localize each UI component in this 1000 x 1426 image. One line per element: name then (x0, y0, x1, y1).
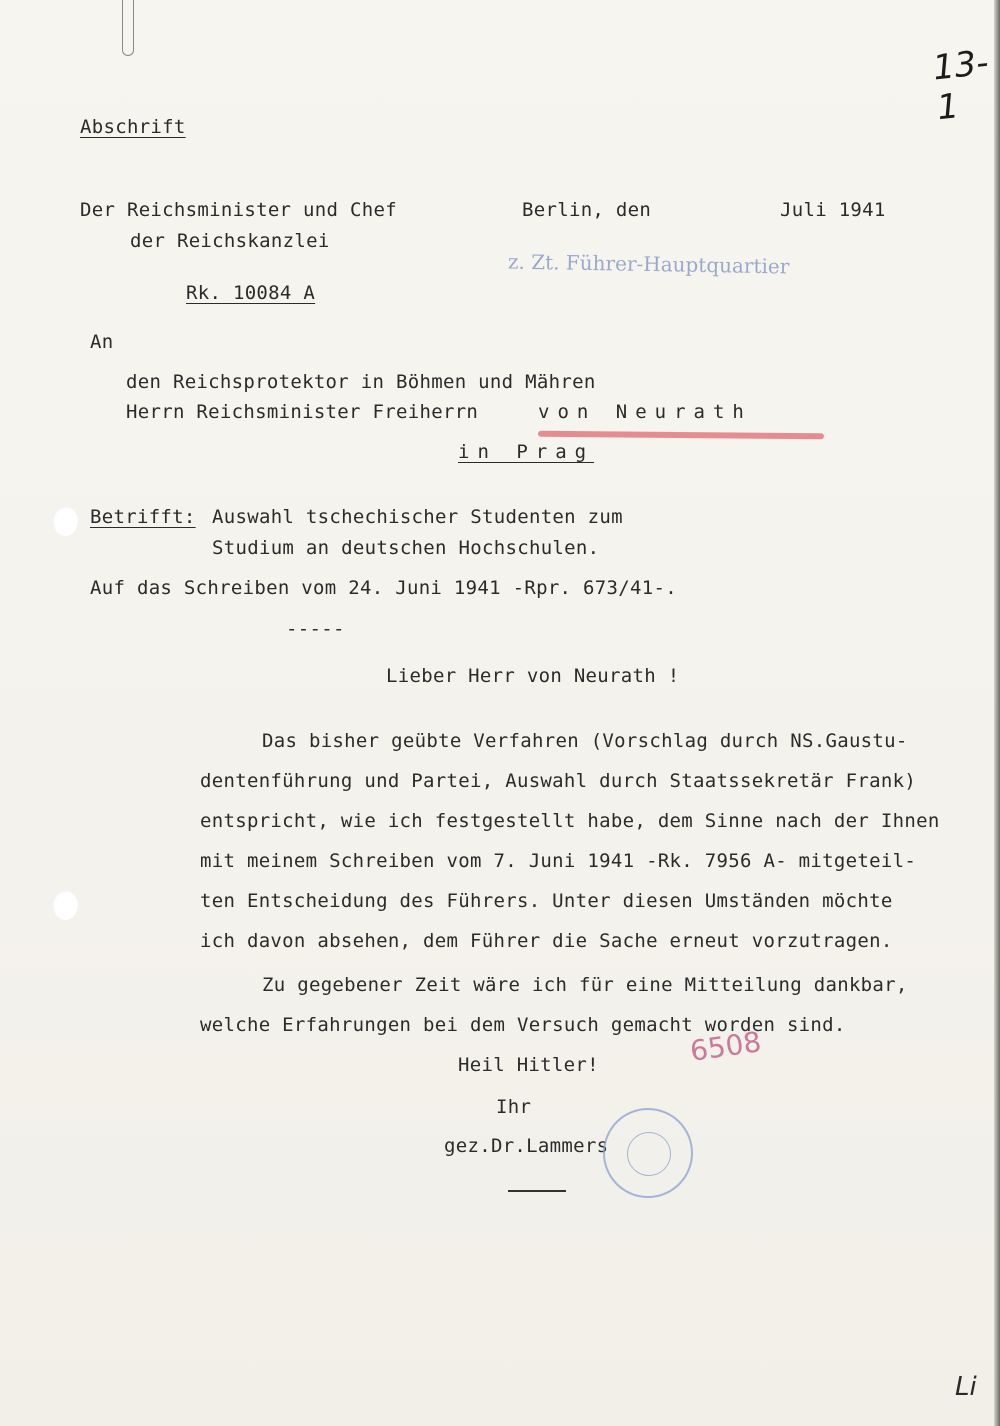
handwritten-folio-number: 13-1 (930, 42, 991, 129)
subject-line-1: Auswahl tschechischer Studenten zum (212, 506, 623, 528)
punch-hole-top (52, 506, 78, 536)
closing-greeting: Heil Hitler! (458, 1054, 599, 1076)
paragraph-1-line: ten Entscheidung des Führers. Unter diesen Umständen möchte (200, 890, 893, 912)
punch-hole-bottom (52, 890, 78, 920)
closing-ihr: Ihr (496, 1096, 532, 1118)
handwritten-initials: Li (955, 1372, 977, 1402)
blue-location-stamp: z. Zt. Führer-Hauptquartier (507, 249, 790, 279)
recipient-city: in Prag (458, 441, 595, 463)
reference-number: Rk. 10084 A (186, 282, 316, 304)
paragraph-1-line: entspricht, wie ich festgestellt habe, dem Sinne nach der Ihnen (200, 810, 940, 832)
signature: gez.Dr.Lammers (444, 1135, 609, 1157)
paragraph-1-line: dentenführung und Partei, Auswahl durch Staatssekretär Frank) (200, 770, 917, 792)
recipient-an: An (90, 331, 114, 353)
date: Juli 1941 (780, 199, 886, 221)
red-number-stamp: 6508 (688, 1025, 764, 1068)
subject-label: Betrifft: (90, 506, 196, 528)
paragraph-2-line: Zu gegebener Zeit wäre ich für eine Mitteilung dankbar, (262, 974, 908, 996)
place-label: Berlin, den (522, 199, 652, 221)
recipient-name: von Neurath (538, 401, 752, 423)
page-edge-shadow (994, 0, 1000, 1426)
paragraph-1-line: mit meinem Schreiben vom 7. Juni 1941 -Rk. 7956 A- mitgeteil- (200, 850, 917, 872)
sender-line-1: Der Reichsminister und Chef (80, 199, 397, 221)
salutation: Lieber Herr von Neurath ! (386, 665, 680, 687)
official-seal-stamp (603, 1108, 693, 1198)
paragraph-1-line: Das bisher geübte Verfahren (Vorschlag durch NS.Gaustu- (262, 730, 908, 752)
subject-line-2: Studium an deutschen Hochschulen. (212, 537, 600, 559)
paragraph-1-line: ich davon absehen, dem Führer die Sache erneut vorzutragen. (200, 930, 893, 952)
red-pencil-underline (538, 431, 824, 439)
subject-reference: Auf das Schreiben vom 24. Juni 1941 -Rpr. 673/41-. (90, 577, 677, 599)
abschrift-heading: Abschrift (80, 116, 186, 138)
recipient-line-2-prefix: Herrn Reichsminister Freiherrn (126, 401, 479, 423)
sender-line-2: der Reichskanzlei (130, 230, 330, 252)
closing-rule (508, 1190, 566, 1192)
paragraph-2-line: welche Erfahrungen bei dem Versuch gemacht worden sind. (200, 1014, 846, 1036)
paperclip-mark (122, 0, 134, 56)
recipient-line-1: den Reichsprotektor in Böhmen und Mähren (126, 371, 596, 393)
separator-dashes: ----- (286, 618, 345, 640)
